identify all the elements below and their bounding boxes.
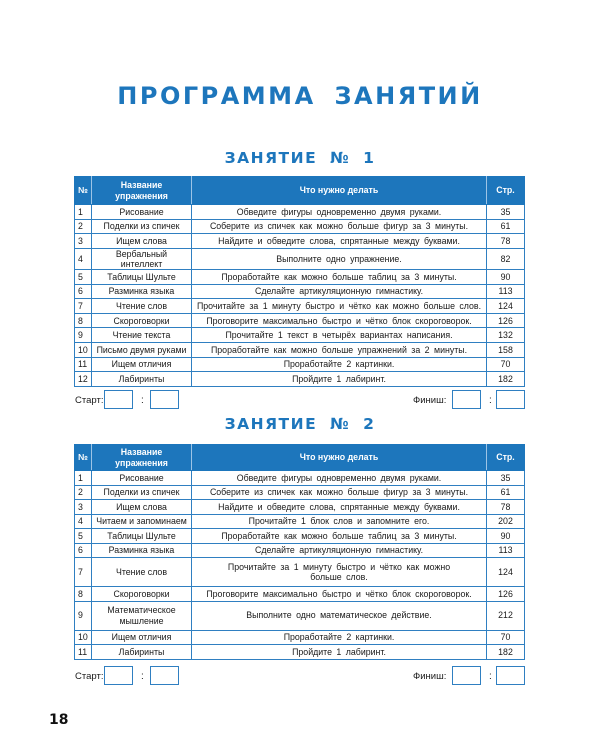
exercise-task: Прочитайте за 1 минуту быстро и чётко как можно больше слов. <box>192 558 487 587</box>
row-number: 1 <box>75 471 92 486</box>
exercise-name: Ищем слова <box>92 500 192 515</box>
exercise-name: Читаем и запоминаем <box>92 514 192 529</box>
row-number: 5 <box>75 529 92 544</box>
exercise-name: Скороговорки <box>92 587 192 602</box>
exercise-name: Таблицы Шульте <box>92 270 192 285</box>
finish-label: Финиш: <box>413 671 447 682</box>
exercise-task: Прочитайте 1 текст в четырёх вариантах написания. <box>192 328 487 343</box>
exercise-task: Пройдите 1 лабиринт. <box>192 645 487 660</box>
lesson-table-body <box>75 471 525 660</box>
row-number: 11 <box>75 645 92 660</box>
exercise-task: Найдите и обведите слова, спрятанные между буквами. <box>192 500 487 515</box>
page-ref: 78 <box>487 500 525 515</box>
row-number: 12 <box>75 372 92 387</box>
start-minutes-field[interactable] <box>150 666 179 685</box>
table-row <box>75 558 525 587</box>
row-number: 11 <box>75 357 92 372</box>
row-number: 1 <box>75 205 92 220</box>
timer-row <box>0 390 600 412</box>
exercise-name: Чтение текста <box>92 328 192 343</box>
row-number: 2 <box>75 219 92 234</box>
row-number: 8 <box>75 587 92 602</box>
page-ref: 113 <box>487 284 525 299</box>
table-row <box>75 529 525 544</box>
row-number: 8 <box>75 313 92 328</box>
row-number: 10 <box>75 342 92 357</box>
exercise-name: Скороговорки <box>92 313 192 328</box>
page-ref: 90 <box>487 270 525 285</box>
exercise-name: Математическое мышление <box>92 601 192 630</box>
table-row <box>75 514 525 529</box>
page-ref: 70 <box>487 357 525 372</box>
start-minutes-field[interactable] <box>150 390 179 409</box>
table-row <box>75 284 525 299</box>
finish-hours-field[interactable] <box>452 390 481 409</box>
exercise-task: Проработайте как можно больше таблиц за 3 минуты. <box>192 270 487 285</box>
page-ref: 182 <box>487 372 525 387</box>
table-row <box>75 357 525 372</box>
exercise-task: Сделайте артикуляционную гимнастику. <box>192 543 487 558</box>
lesson-table <box>74 444 525 660</box>
page-ref: 124 <box>487 299 525 314</box>
row-number: 9 <box>75 601 92 630</box>
lesson-table-body <box>75 205 525 387</box>
exercise-task: Выполните одно математическое действие. <box>192 601 487 630</box>
exercise-name: Разминка языка <box>92 543 192 558</box>
exercise-name: Разминка языка <box>92 284 192 299</box>
exercise-task: Сделайте артикуляционную гимнастику. <box>192 284 487 299</box>
row-number: 4 <box>75 514 92 529</box>
exercise-name: Вербальный интеллект <box>92 248 192 269</box>
table-row <box>75 313 525 328</box>
table-row <box>75 471 525 486</box>
exercise-name: Таблицы Шульте <box>92 529 192 544</box>
exercise-task: Проработайте как можно больше таблиц за 3 минуты. <box>192 529 487 544</box>
table-row <box>75 205 525 220</box>
exercise-task: Выполните одно упражнение. <box>192 248 487 269</box>
page-ref: 212 <box>487 601 525 630</box>
time-separator: : <box>141 671 144 682</box>
start-label: Старт: <box>75 395 104 406</box>
page-ref: 35 <box>487 471 525 486</box>
exercise-name: Рисование <box>92 471 192 486</box>
page-ref: 182 <box>487 645 525 660</box>
exercise-task: Соберите из спичек как можно больше фигур за 3 минуты. <box>192 485 487 500</box>
page-ref: 78 <box>487 234 525 249</box>
exercise-name: Поделки из спичек <box>92 219 192 234</box>
row-number: 9 <box>75 328 92 343</box>
row-number: 4 <box>75 248 92 269</box>
exercise-task: Проработайте 2 картинки. <box>192 357 487 372</box>
table-row <box>75 248 525 269</box>
column-header-page: Стр. <box>487 445 525 471</box>
page-title: ПРОГРАММА ЗАНЯТИЙ <box>117 82 483 110</box>
timer-row <box>0 666 600 688</box>
row-number: 2 <box>75 485 92 500</box>
table-row <box>75 645 525 660</box>
finish-minutes-field[interactable] <box>496 390 525 409</box>
column-header-name: Название упражнения <box>92 445 192 471</box>
column-header-num: № <box>75 177 92 205</box>
page-ref: 202 <box>487 514 525 529</box>
finish-minutes-field[interactable] <box>496 666 525 685</box>
exercise-task: Обведите фигуры одновременно двумя руками. <box>192 205 487 220</box>
exercise-task: Соберите из спичек как можно больше фигур за 3 минуты. <box>192 219 487 234</box>
row-number: 7 <box>75 558 92 587</box>
exercise-name: Ищем отличия <box>92 630 192 645</box>
page-ref: 61 <box>487 485 525 500</box>
exercise-task: Проработайте 2 картинки. <box>192 630 487 645</box>
row-number: 6 <box>75 284 92 299</box>
start-hours-field[interactable] <box>104 666 133 685</box>
table-row <box>75 630 525 645</box>
exercise-task: Прочитайте за 1 минуту быстро и чётко как можно больше слов. <box>192 299 487 314</box>
page-ref: 61 <box>487 219 525 234</box>
exercise-name: Рисование <box>92 205 192 220</box>
finish-label: Финиш: <box>413 395 447 406</box>
row-number: 10 <box>75 630 92 645</box>
column-header-task: Что нужно делать <box>192 177 487 205</box>
table-row <box>75 485 525 500</box>
page-ref: 113 <box>487 543 525 558</box>
finish-hours-field[interactable] <box>452 666 481 685</box>
exercise-name: Ищем отличия <box>92 357 192 372</box>
column-header-num: № <box>75 445 92 471</box>
page-ref: 70 <box>487 630 525 645</box>
table-row <box>75 270 525 285</box>
table-row <box>75 587 525 602</box>
column-header-task: Что нужно делать <box>192 445 487 471</box>
page-ref: 158 <box>487 342 525 357</box>
row-number: 7 <box>75 299 92 314</box>
page-ref: 126 <box>487 587 525 602</box>
column-header-name: Название упражнения <box>92 177 192 205</box>
time-separator: : <box>141 395 144 406</box>
page-ref: 82 <box>487 248 525 269</box>
exercise-task: Найдите и обведите слова, спрятанные между буквами. <box>192 234 487 249</box>
page-ref: 35 <box>487 205 525 220</box>
table-row <box>75 299 525 314</box>
page-ref: 126 <box>487 313 525 328</box>
page-number: 18 <box>49 712 69 728</box>
table-row <box>75 219 525 234</box>
exercise-name: Поделки из спичек <box>92 485 192 500</box>
time-separator: : <box>489 671 492 682</box>
page-ref: 124 <box>487 558 525 587</box>
column-header-page: Стр. <box>487 177 525 205</box>
start-hours-field[interactable] <box>104 390 133 409</box>
exercise-name: Лабиринты <box>92 645 192 660</box>
lesson-title: ЗАНЯТИЕ № 2 <box>224 415 376 433</box>
row-number: 5 <box>75 270 92 285</box>
row-number: 3 <box>75 500 92 515</box>
exercise-task: Проговорите максимально быстро и чётко блок скороговорок. <box>192 587 487 602</box>
exercise-task: Проработайте как можно больше упражнений за 2 минуты. <box>192 342 487 357</box>
exercise-task: Пройдите 1 лабиринт. <box>192 372 487 387</box>
exercise-name: Ищем слова <box>92 234 192 249</box>
time-separator: : <box>489 395 492 406</box>
table-row <box>75 234 525 249</box>
lesson-title: ЗАНЯТИЕ № 1 <box>224 149 376 167</box>
exercise-task: Обведите фигуры одновременно двумя руками. <box>192 471 487 486</box>
exercise-task: Проговорите максимально быстро и чётко блок скороговорок. <box>192 313 487 328</box>
exercise-name: Лабиринты <box>92 372 192 387</box>
page-ref: 132 <box>487 328 525 343</box>
table-row <box>75 372 525 387</box>
table-row <box>75 543 525 558</box>
table-row <box>75 328 525 343</box>
exercise-task: Прочитайте 1 блок слов и запомните его. <box>192 514 487 529</box>
start-label: Старт: <box>75 671 104 682</box>
exercise-name: Чтение слов <box>92 299 192 314</box>
lesson-table <box>74 176 525 387</box>
table-row <box>75 342 525 357</box>
exercise-name: Письмо двумя руками <box>92 342 192 357</box>
table-row <box>75 500 525 515</box>
table-row <box>75 601 525 630</box>
exercise-name: Чтение слов <box>92 558 192 587</box>
row-number: 6 <box>75 543 92 558</box>
page-ref: 90 <box>487 529 525 544</box>
row-number: 3 <box>75 234 92 249</box>
